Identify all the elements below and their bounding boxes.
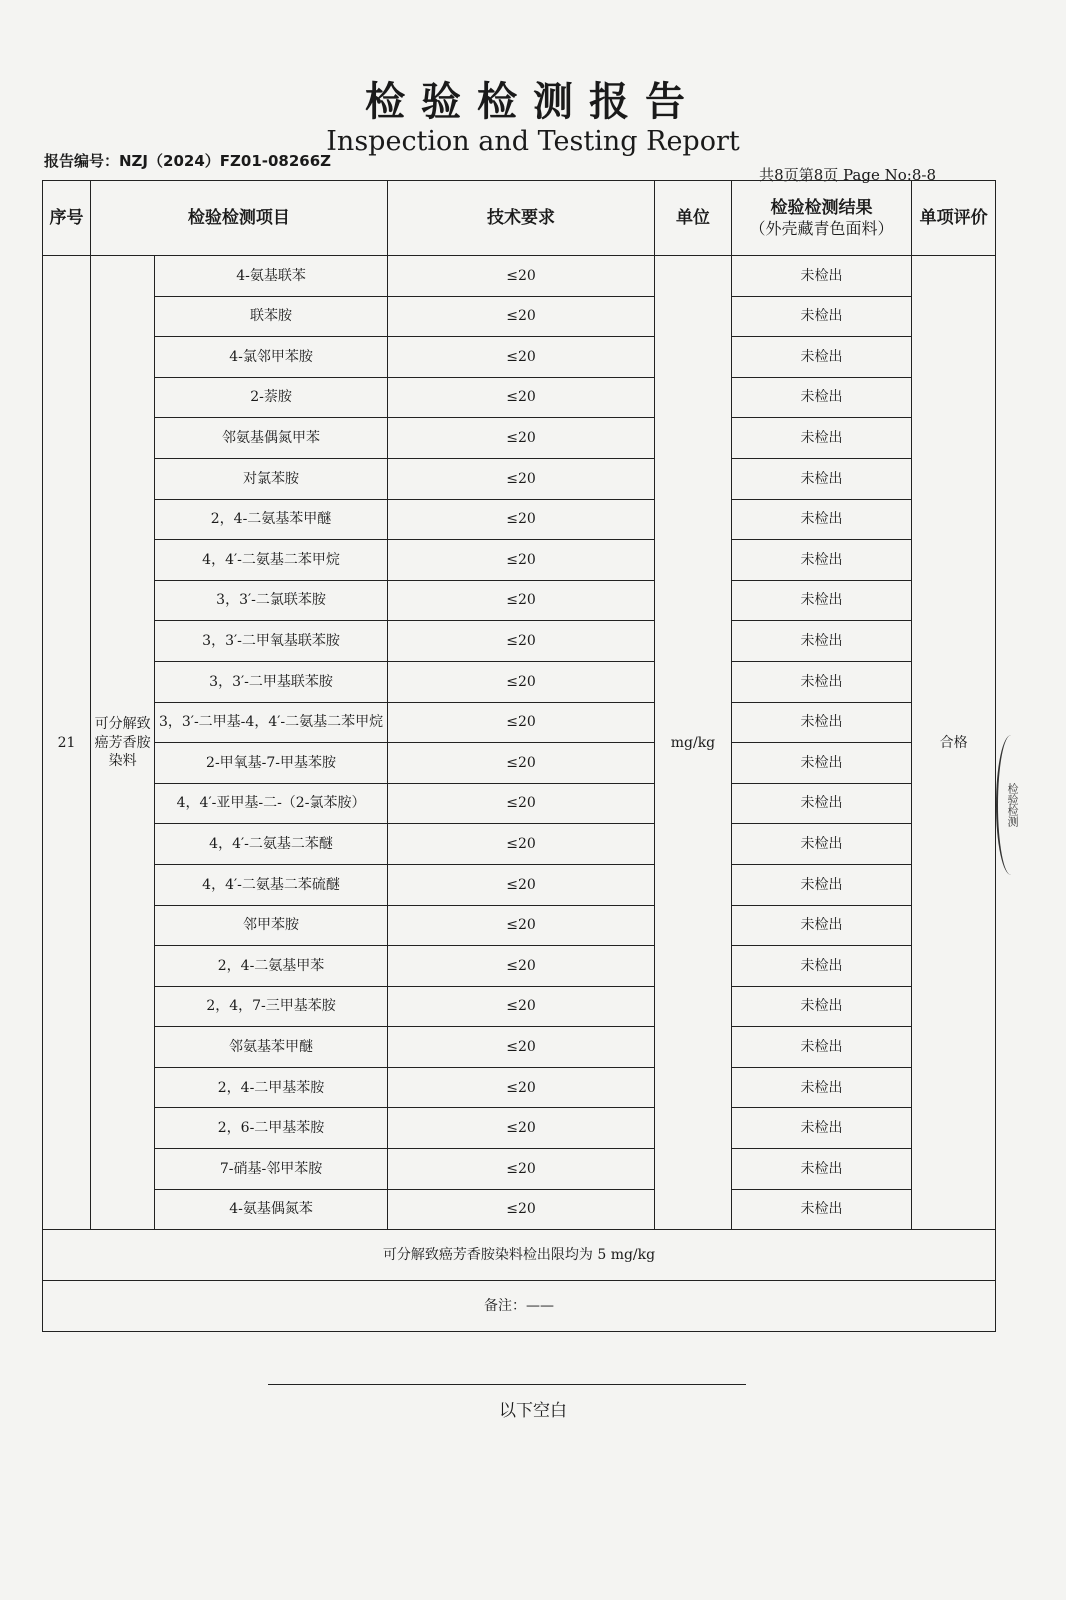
table-row bbox=[43, 1149, 996, 1190]
requirement-value: ≤20 bbox=[387, 702, 654, 743]
test-item: 2，4-二氨基甲苯 bbox=[155, 946, 388, 987]
header-result-subtitle: （外壳藏青色面料） bbox=[749, 218, 894, 238]
requirement-value: ≤20 bbox=[387, 377, 654, 418]
table-row bbox=[43, 540, 996, 581]
result-value: 未检出 bbox=[731, 1067, 912, 1108]
requirement-value: ≤20 bbox=[387, 1189, 654, 1230]
category-name: 可分解致癌芳香胺染料 bbox=[90, 256, 154, 1230]
table-row bbox=[43, 1067, 996, 1108]
seam-stamp-text: 检验检测 bbox=[1006, 783, 1019, 827]
test-item: 2，4-二氨基苯甲醚 bbox=[155, 499, 388, 540]
result-value: 未检出 bbox=[731, 702, 912, 743]
test-item: 4，4′-二氨基二苯醚 bbox=[155, 824, 388, 865]
requirement-value: ≤20 bbox=[387, 946, 654, 987]
requirement-value: ≤20 bbox=[387, 824, 654, 865]
result-value: 未检出 bbox=[731, 905, 912, 946]
requirement-value: ≤20 bbox=[387, 1108, 654, 1149]
requirement-value: ≤20 bbox=[387, 864, 654, 905]
requirement-value: ≤20 bbox=[387, 540, 654, 581]
test-item: 4，4′-二氨基二苯硫醚 bbox=[155, 864, 388, 905]
result-value: 未检出 bbox=[731, 458, 912, 499]
table-row bbox=[43, 499, 996, 540]
test-item: 3，3′-二甲氧基联苯胺 bbox=[155, 621, 388, 662]
report-title-en: Inspection and Testing Report bbox=[326, 126, 740, 157]
test-item: 2-甲氧基-7-甲基苯胺 bbox=[155, 743, 388, 784]
requirement-value: ≤20 bbox=[387, 580, 654, 621]
result-value: 未检出 bbox=[731, 337, 912, 378]
result-value: 未检出 bbox=[731, 1027, 912, 1068]
table-row bbox=[43, 661, 996, 702]
requirement-value: ≤20 bbox=[387, 1149, 654, 1190]
end-divider bbox=[268, 1384, 746, 1385]
header-requirement: 技术要求 bbox=[387, 181, 654, 256]
results-table bbox=[42, 180, 996, 1332]
blank-below-text: 以下空白 bbox=[499, 1401, 567, 1421]
table-row bbox=[43, 946, 996, 987]
test-item: 2-萘胺 bbox=[155, 377, 388, 418]
unit-value: mg/kg bbox=[655, 256, 732, 1230]
test-item: 2，4-二甲基苯胺 bbox=[155, 1067, 388, 1108]
test-item: 4，4′-二氨基二苯甲烷 bbox=[155, 540, 388, 581]
remarks: 备注：—— bbox=[43, 1281, 996, 1332]
table-row bbox=[43, 256, 996, 297]
requirement-value: ≤20 bbox=[387, 1067, 654, 1108]
test-item: 邻氨基偶氮甲苯 bbox=[155, 418, 388, 459]
requirement-value: ≤20 bbox=[387, 743, 654, 784]
header-seq: 序号 bbox=[43, 181, 91, 256]
result-value: 未检出 bbox=[731, 783, 912, 824]
result-value: 未检出 bbox=[731, 540, 912, 581]
report-title-cn: 检验检测报告 bbox=[365, 78, 701, 125]
result-value: 未检出 bbox=[731, 499, 912, 540]
table-row bbox=[43, 702, 996, 743]
requirement-value: ≤20 bbox=[387, 296, 654, 337]
result-value: 未检出 bbox=[731, 621, 912, 662]
table-row bbox=[43, 864, 996, 905]
test-item: 邻氨基苯甲醚 bbox=[155, 1027, 388, 1068]
table-row bbox=[43, 824, 996, 865]
result-value: 未检出 bbox=[731, 418, 912, 459]
requirement-value: ≤20 bbox=[387, 661, 654, 702]
result-value: 未检出 bbox=[731, 986, 912, 1027]
result-value: 未检出 bbox=[731, 296, 912, 337]
note-row bbox=[43, 1230, 996, 1281]
table-row bbox=[43, 580, 996, 621]
table-row bbox=[43, 621, 996, 662]
result-value: 未检出 bbox=[731, 377, 912, 418]
requirement-value: ≤20 bbox=[387, 621, 654, 662]
requirement-value: ≤20 bbox=[387, 458, 654, 499]
requirement-value: ≤20 bbox=[387, 418, 654, 459]
result-value: 未检出 bbox=[731, 946, 912, 987]
result-value: 未检出 bbox=[731, 864, 912, 905]
header-unit: 单位 bbox=[655, 181, 732, 256]
test-item: 4，4′-亚甲基-二-（2-氯苯胺） bbox=[155, 783, 388, 824]
result-value: 未检出 bbox=[731, 743, 912, 784]
test-item: 4-氨基联苯 bbox=[155, 256, 388, 297]
table-row bbox=[43, 783, 996, 824]
table-row bbox=[43, 986, 996, 1027]
test-item: 7-硝基-邻甲苯胺 bbox=[155, 1149, 388, 1190]
table-row bbox=[43, 743, 996, 784]
requirement-value: ≤20 bbox=[387, 1027, 654, 1068]
requirement-value: ≤20 bbox=[387, 905, 654, 946]
header-evaluation: 单项评价 bbox=[912, 181, 996, 256]
header-result-title: 检验检测结果 bbox=[770, 197, 873, 218]
test-item: 3，3′-二甲基-4，4′-二氨基二苯甲烷 bbox=[155, 702, 388, 743]
evaluation-value: 合格 bbox=[912, 256, 996, 1230]
test-item: 联苯胺 bbox=[155, 296, 388, 337]
table-row bbox=[43, 1189, 996, 1230]
remarks-row bbox=[43, 1281, 996, 1332]
page-number: 共8页第8页 Page No:8-8 bbox=[759, 166, 936, 184]
table-header-row bbox=[43, 181, 996, 256]
result-value: 未检出 bbox=[731, 1149, 912, 1190]
report-number: 报告编号：NZJ（2024）FZ01-08266Z bbox=[44, 152, 332, 170]
test-item: 2，4，7-三甲基苯胺 bbox=[155, 986, 388, 1027]
result-value: 未检出 bbox=[731, 824, 912, 865]
table-row bbox=[43, 296, 996, 337]
test-item: 邻甲苯胺 bbox=[155, 905, 388, 946]
result-value: 未检出 bbox=[731, 1189, 912, 1230]
test-item: 3，3′-二氯联苯胺 bbox=[155, 580, 388, 621]
header-item: 检验检测项目 bbox=[90, 181, 387, 256]
result-value: 未检出 bbox=[731, 661, 912, 702]
result-value: 未检出 bbox=[731, 1108, 912, 1149]
detection-limit-note: 可分解致癌芳香胺染料检出限均为 5 mg/kg bbox=[43, 1230, 996, 1281]
requirement-value: ≤20 bbox=[387, 337, 654, 378]
requirement-value: ≤20 bbox=[387, 256, 654, 297]
result-value: 未检出 bbox=[731, 256, 912, 297]
seq-number: 21 bbox=[43, 256, 91, 1230]
table-row bbox=[43, 1027, 996, 1068]
table-row bbox=[43, 905, 996, 946]
table-row bbox=[43, 1108, 996, 1149]
test-item: 对氯苯胺 bbox=[155, 458, 388, 499]
test-item: 4-氯邻甲苯胺 bbox=[155, 337, 388, 378]
table-body bbox=[43, 256, 996, 1230]
requirement-value: ≤20 bbox=[387, 499, 654, 540]
requirement-value: ≤20 bbox=[387, 783, 654, 824]
test-item: 3，3′-二甲基联苯胺 bbox=[155, 661, 388, 702]
table-row bbox=[43, 418, 996, 459]
test-item: 4-氨基偶氮苯 bbox=[155, 1189, 388, 1230]
result-value: 未检出 bbox=[731, 580, 912, 621]
table-row bbox=[43, 377, 996, 418]
table-row bbox=[43, 337, 996, 378]
table-row bbox=[43, 458, 996, 499]
requirement-value: ≤20 bbox=[387, 986, 654, 1027]
header-result bbox=[731, 181, 912, 256]
test-item: 2，6-二甲基苯胺 bbox=[155, 1108, 388, 1149]
seam-stamp bbox=[996, 735, 1026, 875]
